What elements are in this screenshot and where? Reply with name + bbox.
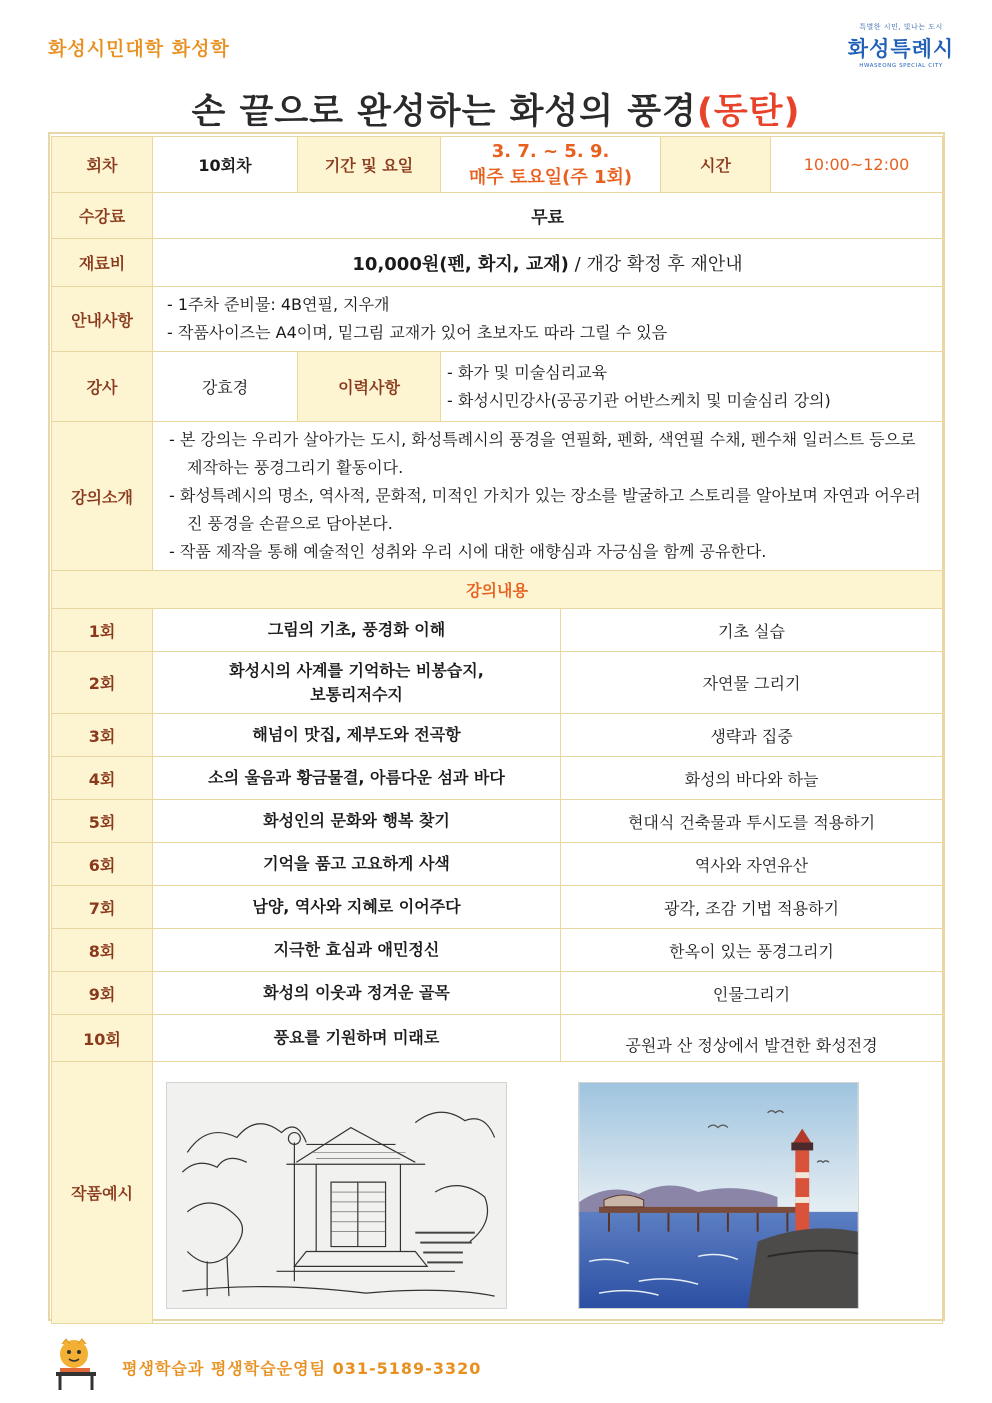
time-value: 10:00~12:00	[771, 137, 943, 193]
intro-line: - 작품 제작을 통해 예술적인 성취와 우리 시에 대한 애향심과 자긍심을 함께 공유한다.	[169, 542, 767, 561]
session-number: 2회	[52, 652, 153, 714]
info-row-instructor	[52, 352, 943, 422]
session-row	[52, 800, 943, 843]
footer-contact: 평생학습과 평생학습운영팀 031-5189-3320	[122, 1359, 482, 1378]
period-label: 기간 및 요일	[298, 137, 441, 193]
session-value: 10회차	[153, 137, 298, 193]
session-number: 1회	[52, 609, 153, 652]
period-value	[441, 137, 661, 193]
session-task: 공원과 산 정상에서 발견한 화성전경	[561, 1015, 943, 1062]
sketch-artwork-image	[166, 1082, 507, 1309]
session-task: 광각, 조감 기법 적용하기	[561, 886, 943, 929]
session-number: 4회	[52, 757, 153, 800]
instructor-label: 강사	[52, 352, 153, 422]
notice-label: 안내사항	[52, 287, 153, 352]
info-row-intro	[52, 422, 943, 571]
period-days: 매주 토요일(주 1회)	[468, 166, 633, 188]
session-row	[52, 1015, 943, 1062]
session-topic: 지극한 효심과 애민정신	[153, 929, 561, 972]
session-task: 생략과 집중	[561, 714, 943, 757]
time-label: 시간	[661, 137, 771, 193]
fee-value: 무료	[153, 193, 943, 239]
info-row-material	[52, 239, 943, 287]
footer	[52, 1336, 652, 1392]
material-note: / 개강 확정 후 재안내	[568, 253, 743, 275]
session-row	[52, 757, 943, 800]
info-row-fee	[52, 193, 943, 239]
session-topic: 기억을 품고 고요하게 사색	[153, 843, 561, 886]
logo-slogan: 특별한 시민, 빛나는 도시	[859, 23, 943, 31]
title-main: 손 끝으로 완성하는 화성의 풍경	[191, 92, 697, 132]
session-task: 역사와 자연유산	[561, 843, 943, 886]
notice-content	[153, 287, 943, 352]
session-number: 10회	[52, 1015, 153, 1062]
intro-line: - 본 강의는 우리가 살아가는 도시, 화성특례시의 풍경을 연필화, 펜화, 색연필 수채, 펜수채 일러스트 등으로 제작하는 풍경그리기 활동이다.	[169, 430, 916, 477]
session-row	[52, 843, 943, 886]
session-row	[52, 652, 943, 714]
session-number: 3회	[52, 714, 153, 757]
material-value: 10,000원(펜, 화지, 교재)	[352, 253, 569, 275]
examples-label: 작품예시	[52, 1062, 153, 1324]
intro-label: 강의소개	[52, 422, 153, 571]
session-topic: 화성인의 문화와 행복 찾기	[153, 800, 561, 843]
info-row-notice	[52, 287, 943, 352]
session-task: 인물그리기	[561, 972, 943, 1015]
session-label: 회차	[52, 137, 153, 193]
session-row	[52, 929, 943, 972]
session-topic: 해넘이 맛집, 제부도와 전곡항	[153, 714, 561, 757]
session-row	[52, 886, 943, 929]
material-value-cell	[153, 239, 943, 287]
session-topic: 화성의 이웃과 정겨운 골목	[153, 972, 561, 1015]
career-line: - 화성시민강사(공공기관 어반스케치 및 미술심리 강의)	[447, 390, 831, 410]
examples-content	[153, 1062, 943, 1324]
career-line: - 화가 및 미술심리교육	[447, 362, 608, 382]
watercolor-artwork-image	[578, 1082, 859, 1309]
session-task: 자연물 그리기	[561, 652, 943, 714]
session-topic: 소의 울음과 황금물결, 아름다운 섬과 바다	[153, 757, 561, 800]
session-number: 9회	[52, 972, 153, 1015]
session-topic: 그림의 기초, 풍경화 이해	[153, 609, 561, 652]
material-label: 재료비	[52, 239, 153, 287]
logo-subtitle: HWASEONG SPECIAL CITY	[859, 63, 943, 69]
page-title	[0, 84, 992, 134]
session-number: 8회	[52, 929, 153, 972]
lighthouse-watercolor	[579, 1083, 858, 1308]
intro-line: - 화성특례시의 명소, 역사적, 문화적, 미적인 가치가 있는 장소를 발굴하고 스토리를 알아보며 자연과 어우러진 풍경을 손끝으로 담아본다.	[169, 486, 921, 533]
notice-line: - 작품사이즈는 A4이며, 밑그림 교재가 있어 초보자도 따라 그릴 수 있음	[167, 323, 668, 342]
info-row-session	[52, 137, 943, 193]
period-dates: 3. 7. ~ 5. 9.	[491, 140, 610, 162]
session-row	[52, 972, 943, 1015]
session-task: 현대식 건축물과 투시도를 적용하기	[561, 800, 943, 843]
notice-line: - 1주차 준비물: 4B연필, 지우개	[167, 295, 390, 314]
curriculum-title: 강의내용	[52, 571, 943, 609]
title-accent: (동탄)	[696, 92, 801, 132]
session-row	[52, 609, 943, 652]
session-number: 5회	[52, 800, 153, 843]
examples-row	[52, 1062, 943, 1324]
pen-sketch-drawing	[167, 1083, 506, 1308]
session-number: 7회	[52, 886, 153, 929]
logo-brand: 화성특례시	[847, 37, 955, 61]
mascot-icon	[52, 1336, 100, 1390]
intro-content	[153, 422, 943, 571]
program-label: 화성시민대학 화성학	[48, 38, 230, 60]
instructor-name: 강효경	[153, 352, 298, 422]
session-task: 화성의 바다와 하늘	[561, 757, 943, 800]
session-topic: 화성시의 사계를 기억하는 비봉습지, 보통리저수지	[153, 652, 561, 714]
session-topic: 남양, 역사와 지혜로 이어주다	[153, 886, 561, 929]
curriculum-header-row	[52, 571, 943, 609]
fee-label: 수강료	[52, 193, 153, 239]
session-row	[52, 714, 943, 757]
career-label: 이력사항	[298, 352, 441, 422]
session-task: 기초 실습	[561, 609, 943, 652]
session-topic: 풍요를 기원하며 미래로	[153, 1015, 561, 1062]
session-task: 한옥이 있는 풍경그리기	[561, 929, 943, 972]
career-content	[441, 352, 943, 422]
session-number: 6회	[52, 843, 153, 886]
city-logo	[846, 22, 956, 69]
course-table	[51, 136, 943, 1324]
